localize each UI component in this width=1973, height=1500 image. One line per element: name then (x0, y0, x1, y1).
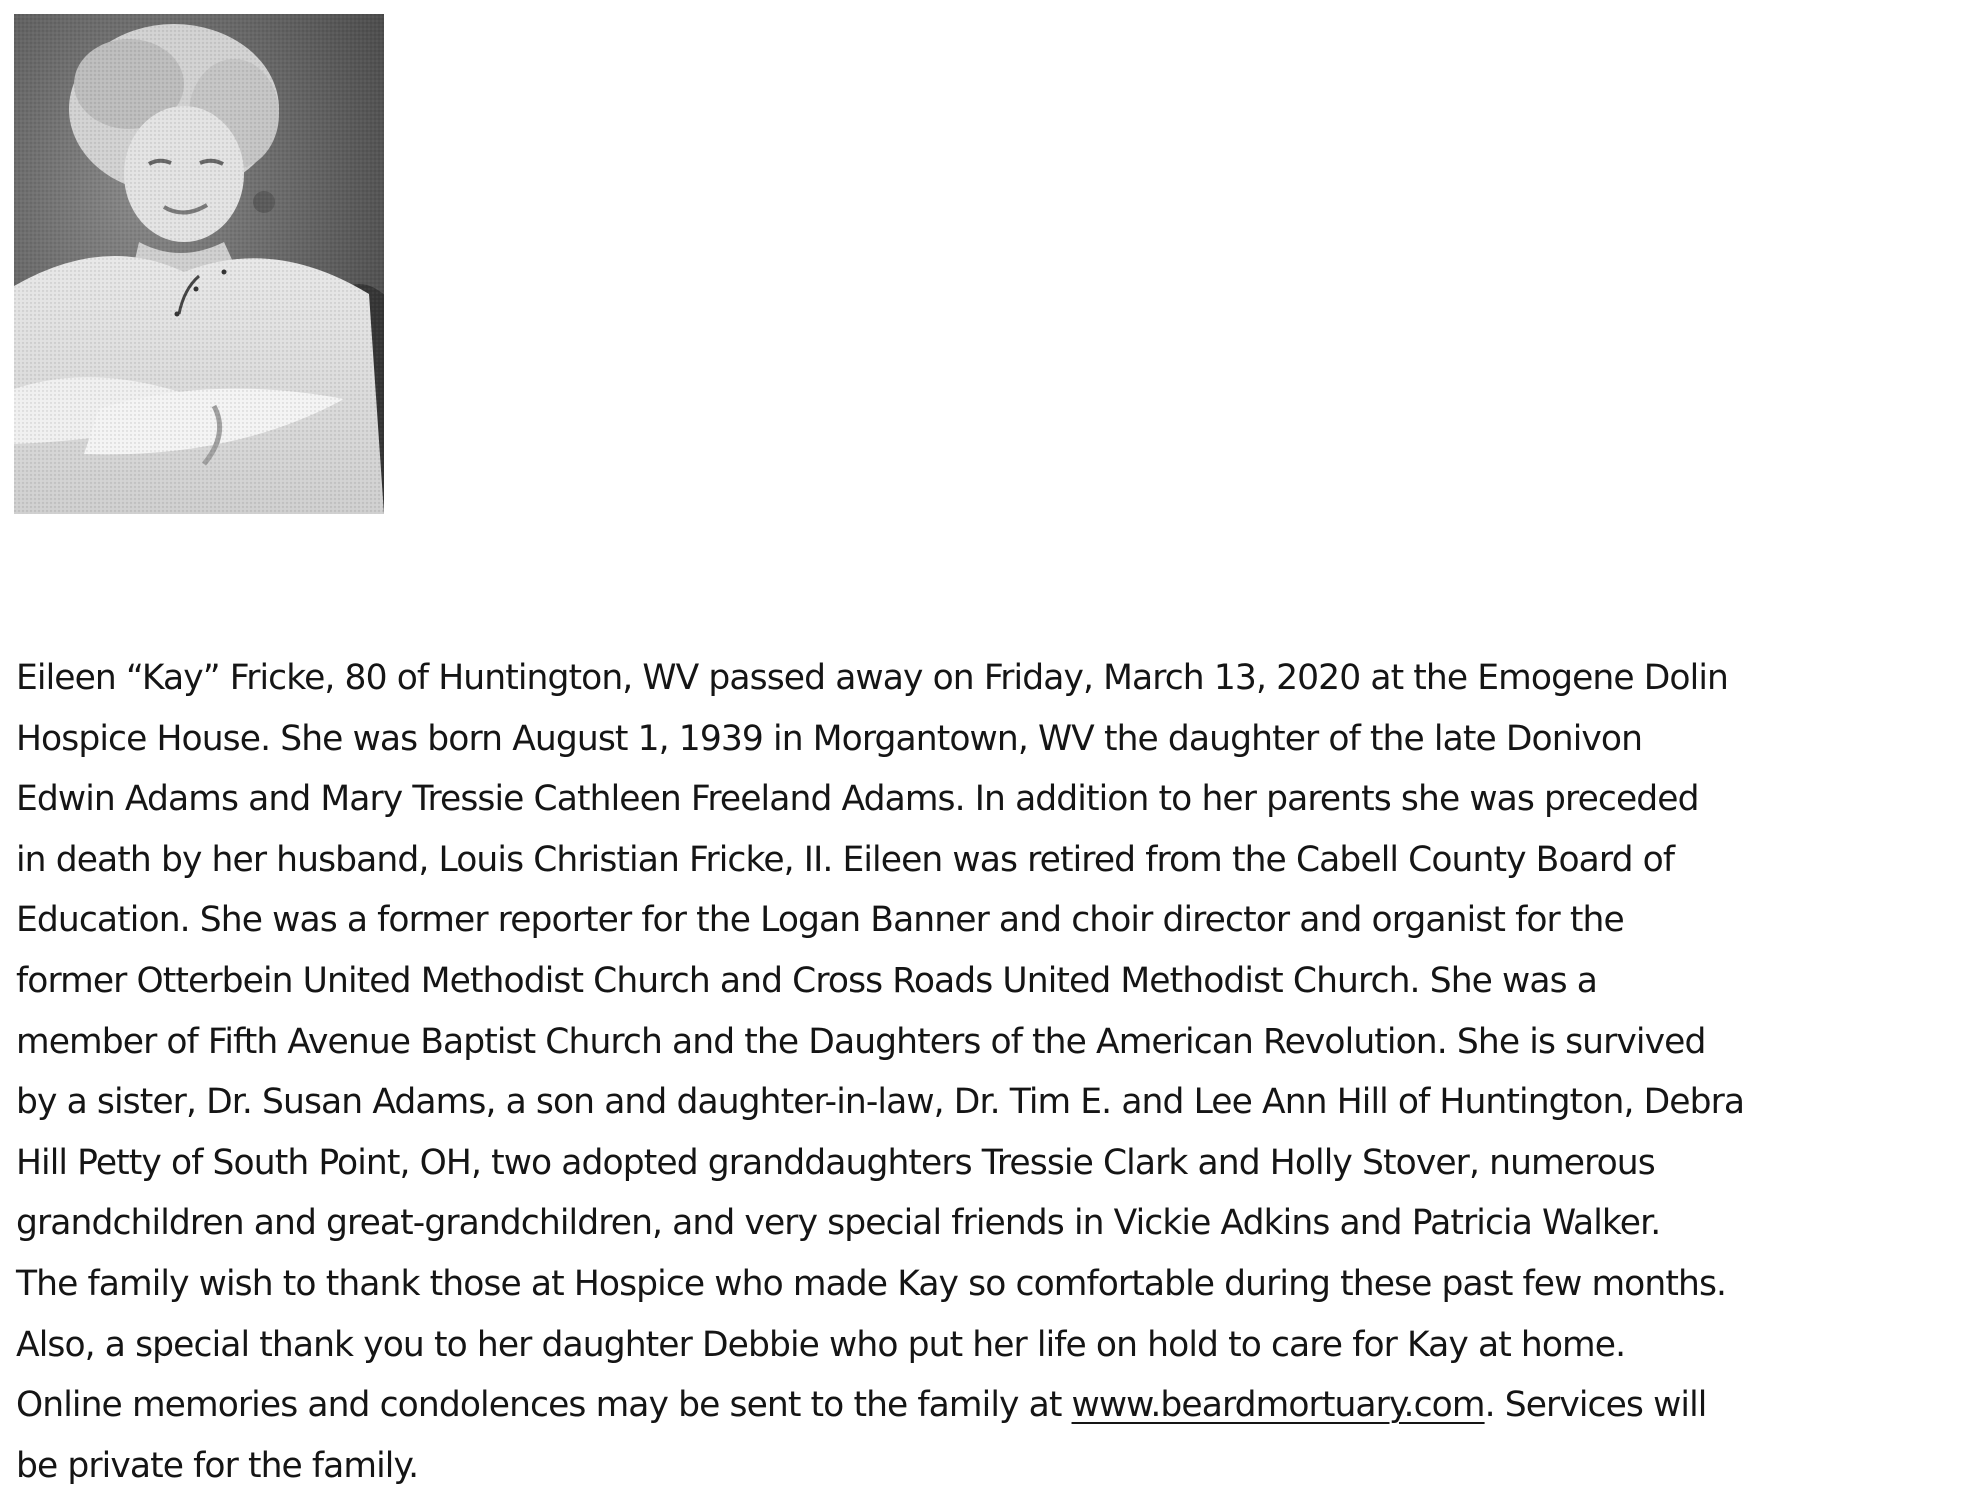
obituary-line: former Otterbein United Methodist Church and Cross Roads United Methodist Church. She was a (16, 960, 1597, 1001)
obituary-line: The family wish to thank those at Hospice who made Kay so comfortable during these past few months. (16, 1263, 1727, 1304)
obituary-line: Hospice House. She was born August 1, 1939 in Morgantown, WV the daughter of the late Donivon (16, 718, 1643, 759)
obituary-line: Also, a special thank you to her daughter Debbie who put her life on hold to care for Kay at home. (16, 1324, 1626, 1365)
obituary-line: by a sister, Dr. Susan Adams, a son and daughter-in-law, Dr. Tim E. and Lee Ann Hill of Huntington, Debra (16, 1082, 1745, 1123)
obituary-line-with-link (16, 1375, 1966, 1436)
obituary-line: Education. She was a former reporter for the Logan Banner and choir director and organist for the (16, 900, 1624, 941)
obituary-line: be private for the family. (16, 1445, 419, 1486)
portrait-photo (14, 14, 384, 514)
obituary-line: Hill Petty of South Point, OH, two adopted granddaughters Tressie Clark and Holly Stover, numerous (16, 1142, 1655, 1183)
obituary-line: member of Fifth Avenue Baptist Church and the Daughters of the American Revolution. She is survived (16, 1021, 1706, 1062)
obituary-line: Edwin Adams and Mary Tressie Cathleen Freeland Adams. In addition to her parents she was preceded (16, 779, 1699, 820)
line-suffix: . Services will (1484, 1385, 1707, 1426)
beardmortuary-link[interactable]: www.beardmortuary.com (1071, 1385, 1485, 1426)
line-prefix: Online memories and condolences may be sent to the family at (16, 1385, 1072, 1426)
obituary-text (16, 648, 1966, 1496)
obituary-line: in death by her husband, Louis Christian Fricke, II. Eileen was retired from the Cabell County Board of (16, 839, 1675, 880)
obituary-line: grandchildren and great-grandchildren, and very special friends in Vickie Adkins and Patricia Walker. (16, 1203, 1661, 1244)
portrait-icon (14, 14, 384, 514)
obituary-line: Eileen “Kay” Fricke, 80 of Huntington, WV passed away on Friday, March 13, 2020 at the Emogene Dolin (16, 658, 1728, 698)
